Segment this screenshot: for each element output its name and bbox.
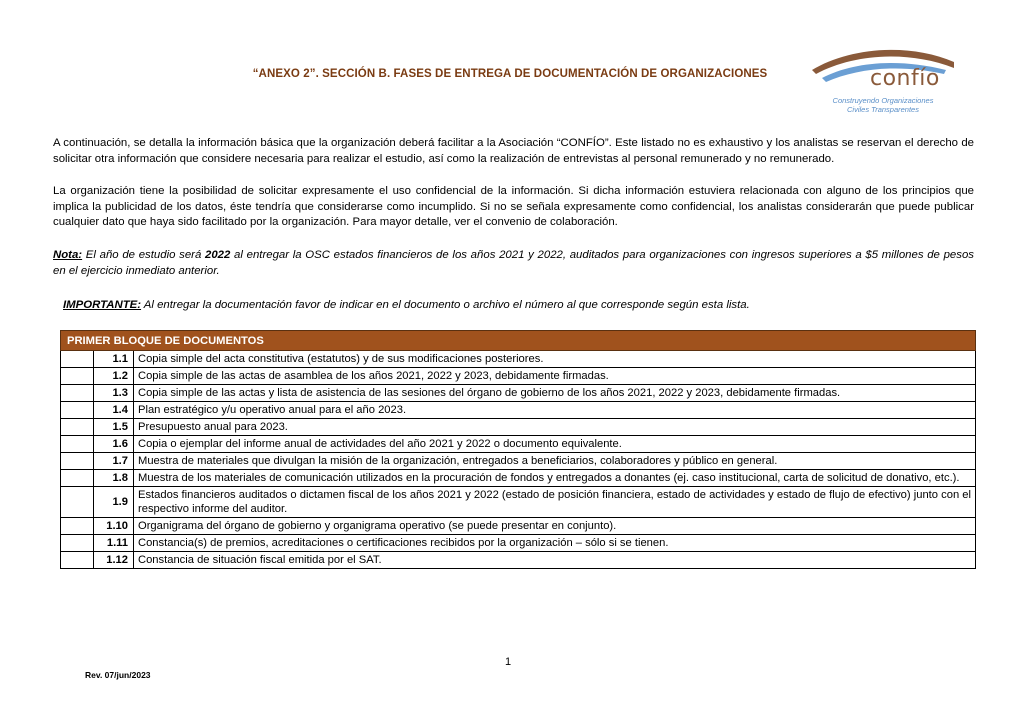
row-number: 1.4 <box>94 402 134 419</box>
row-number: 1.7 <box>94 453 134 470</box>
note-text-2: al entregar la OSC estados financieros de los años 2021 y 2022, auditados para organizaciones con ingresos superiores a $5 millones de pesos en el ejercicio inmediato anterior. <box>53 249 974 277</box>
row-number: 1.10 <box>94 518 134 535</box>
blank-cell <box>61 518 94 535</box>
row-description: Copia simple de las actas de asamblea de los años 2021, 2022 y 2023, debidamente firmadas. <box>134 368 976 385</box>
table-header: PRIMER BLOQUE DE DOCUMENTOS <box>61 331 976 351</box>
confidentiality-paragraph: La organización tiene la posibilidad de solicitar expresamente el uso confidencial de la información. Si dicha información estuviera relacionada con alguno de los principios que implica la publicidad de los datos, éste tendría que considerarse como incumplido. Si no se señala expresamente como confidencial, los analistas considerarán que puede publicar cualquier dato que haya sido facilitado por la organización. Para mayor detalle, ver el convenio de colaboración. <box>53 185 974 228</box>
logo-subtitle <box>818 96 948 114</box>
row-description: Copia simple del acta constitutiva (estatutos) y de sus modificaciones posteriores. <box>134 351 976 368</box>
blank-cell <box>61 487 94 518</box>
row-description: Copia o ejemplar del informe anual de actividades del año 2021 y 2022 o documento equivalente. <box>134 436 976 453</box>
note-paragraph <box>53 248 974 279</box>
table-row <box>61 402 976 419</box>
documents-table <box>60 330 976 569</box>
table-header-row <box>61 331 976 351</box>
row-description: Estados financieros auditados o dictamen fiscal de los años 2021 y 2022 (estado de posición financiera, estado de actividades y estado de flujo de efectivo) junto con el respectivo informe del auditor. <box>134 487 976 518</box>
row-number: 1.6 <box>94 436 134 453</box>
row-number: 1.11 <box>94 535 134 552</box>
row-description: Copia simple de las actas y lista de asistencia de las sesiones del órgano de gobierno de los años 2021, 2022 y 2023, debidamente firmadas. <box>134 385 976 402</box>
blank-cell <box>61 385 94 402</box>
important-label: IMPORTANTE: <box>63 299 142 311</box>
row-description: Muestra de materiales que divulgan la misión de la organización, entregados a beneficiarios, colaboradores y público en general. <box>134 453 976 470</box>
note-label: Nota: <box>53 249 83 261</box>
row-number: 1.5 <box>94 419 134 436</box>
table-row <box>61 470 976 487</box>
table-row <box>61 368 976 385</box>
table-row <box>61 419 976 436</box>
logo-subtitle-line1: Construyendo Organizaciones <box>832 96 934 105</box>
important-text: Al entregar la documentación favor de indicar en el documento o archivo el número al que corresponde según esta lista. <box>141 299 750 311</box>
blank-cell <box>61 351 94 368</box>
row-number: 1.8 <box>94 470 134 487</box>
blank-cell <box>61 535 94 552</box>
note-text-1: El año de estudio será <box>82 249 205 261</box>
row-description: Muestra de los materiales de comunicación utilizados en la procuración de fondos y entregados a donantes (ej. caso institucional, carta de solicitud de donativo, etc.). <box>134 470 976 487</box>
logo-subtitle-line2: Civiles Transparentes <box>847 105 919 114</box>
table-row <box>61 518 976 535</box>
logo-wordmark: confío <box>870 66 940 91</box>
row-description: Presupuesto anual para 2023. <box>134 419 976 436</box>
table-row <box>61 385 976 402</box>
row-number: 1.12 <box>94 552 134 569</box>
important-paragraph <box>63 298 984 314</box>
blank-cell <box>61 552 94 569</box>
table-row <box>61 552 976 569</box>
blank-cell <box>61 436 94 453</box>
page-number: 1 <box>505 656 512 668</box>
row-number: 1.9 <box>94 487 134 518</box>
row-description: Constancia de situación fiscal emitida por el SAT. <box>134 552 976 569</box>
revision-date: Rev. 07/jun/2023 <box>85 670 151 680</box>
row-description: Organigrama del órgano de gobierno y organigrama operativo (se puede presentar en conjunto). <box>134 518 976 535</box>
blank-cell <box>61 470 94 487</box>
row-number: 1.3 <box>94 385 134 402</box>
blank-cell <box>61 368 94 385</box>
blank-cell <box>61 419 94 436</box>
row-number: 1.1 <box>94 351 134 368</box>
row-number: 1.2 <box>94 368 134 385</box>
note-year: 2022 <box>205 249 231 261</box>
row-description: Plan estratégico y/u operativo anual para el año 2023. <box>134 402 976 419</box>
table-row <box>61 535 976 552</box>
table-row <box>61 453 976 470</box>
table-row <box>61 351 976 368</box>
table-row <box>61 487 976 518</box>
blank-cell <box>61 453 94 470</box>
table-row <box>61 436 976 453</box>
blank-cell <box>61 402 94 419</box>
document-title: “ANEXO 2”. SECCIÓN B. FASES DE ENTREGA DE DOCUMENTACIÓN DE ORGANIZACIONES <box>252 68 768 80</box>
intro-paragraph: A continuación, se detalla la información básica que la organización deberá facilitar a la Asociación “CONFÍO”. Este listado no es exhaustivo y los analistas se reservan el derecho de solicitar otra información que considere necesaria para realizar el estudio, así como la realización de entrevistas al personal remunerado y no remunerado. <box>53 137 974 165</box>
row-description: Constancia(s) de premios, acreditaciones o certificaciones recibidos por la organización – sólo si se tienen. <box>134 535 976 552</box>
